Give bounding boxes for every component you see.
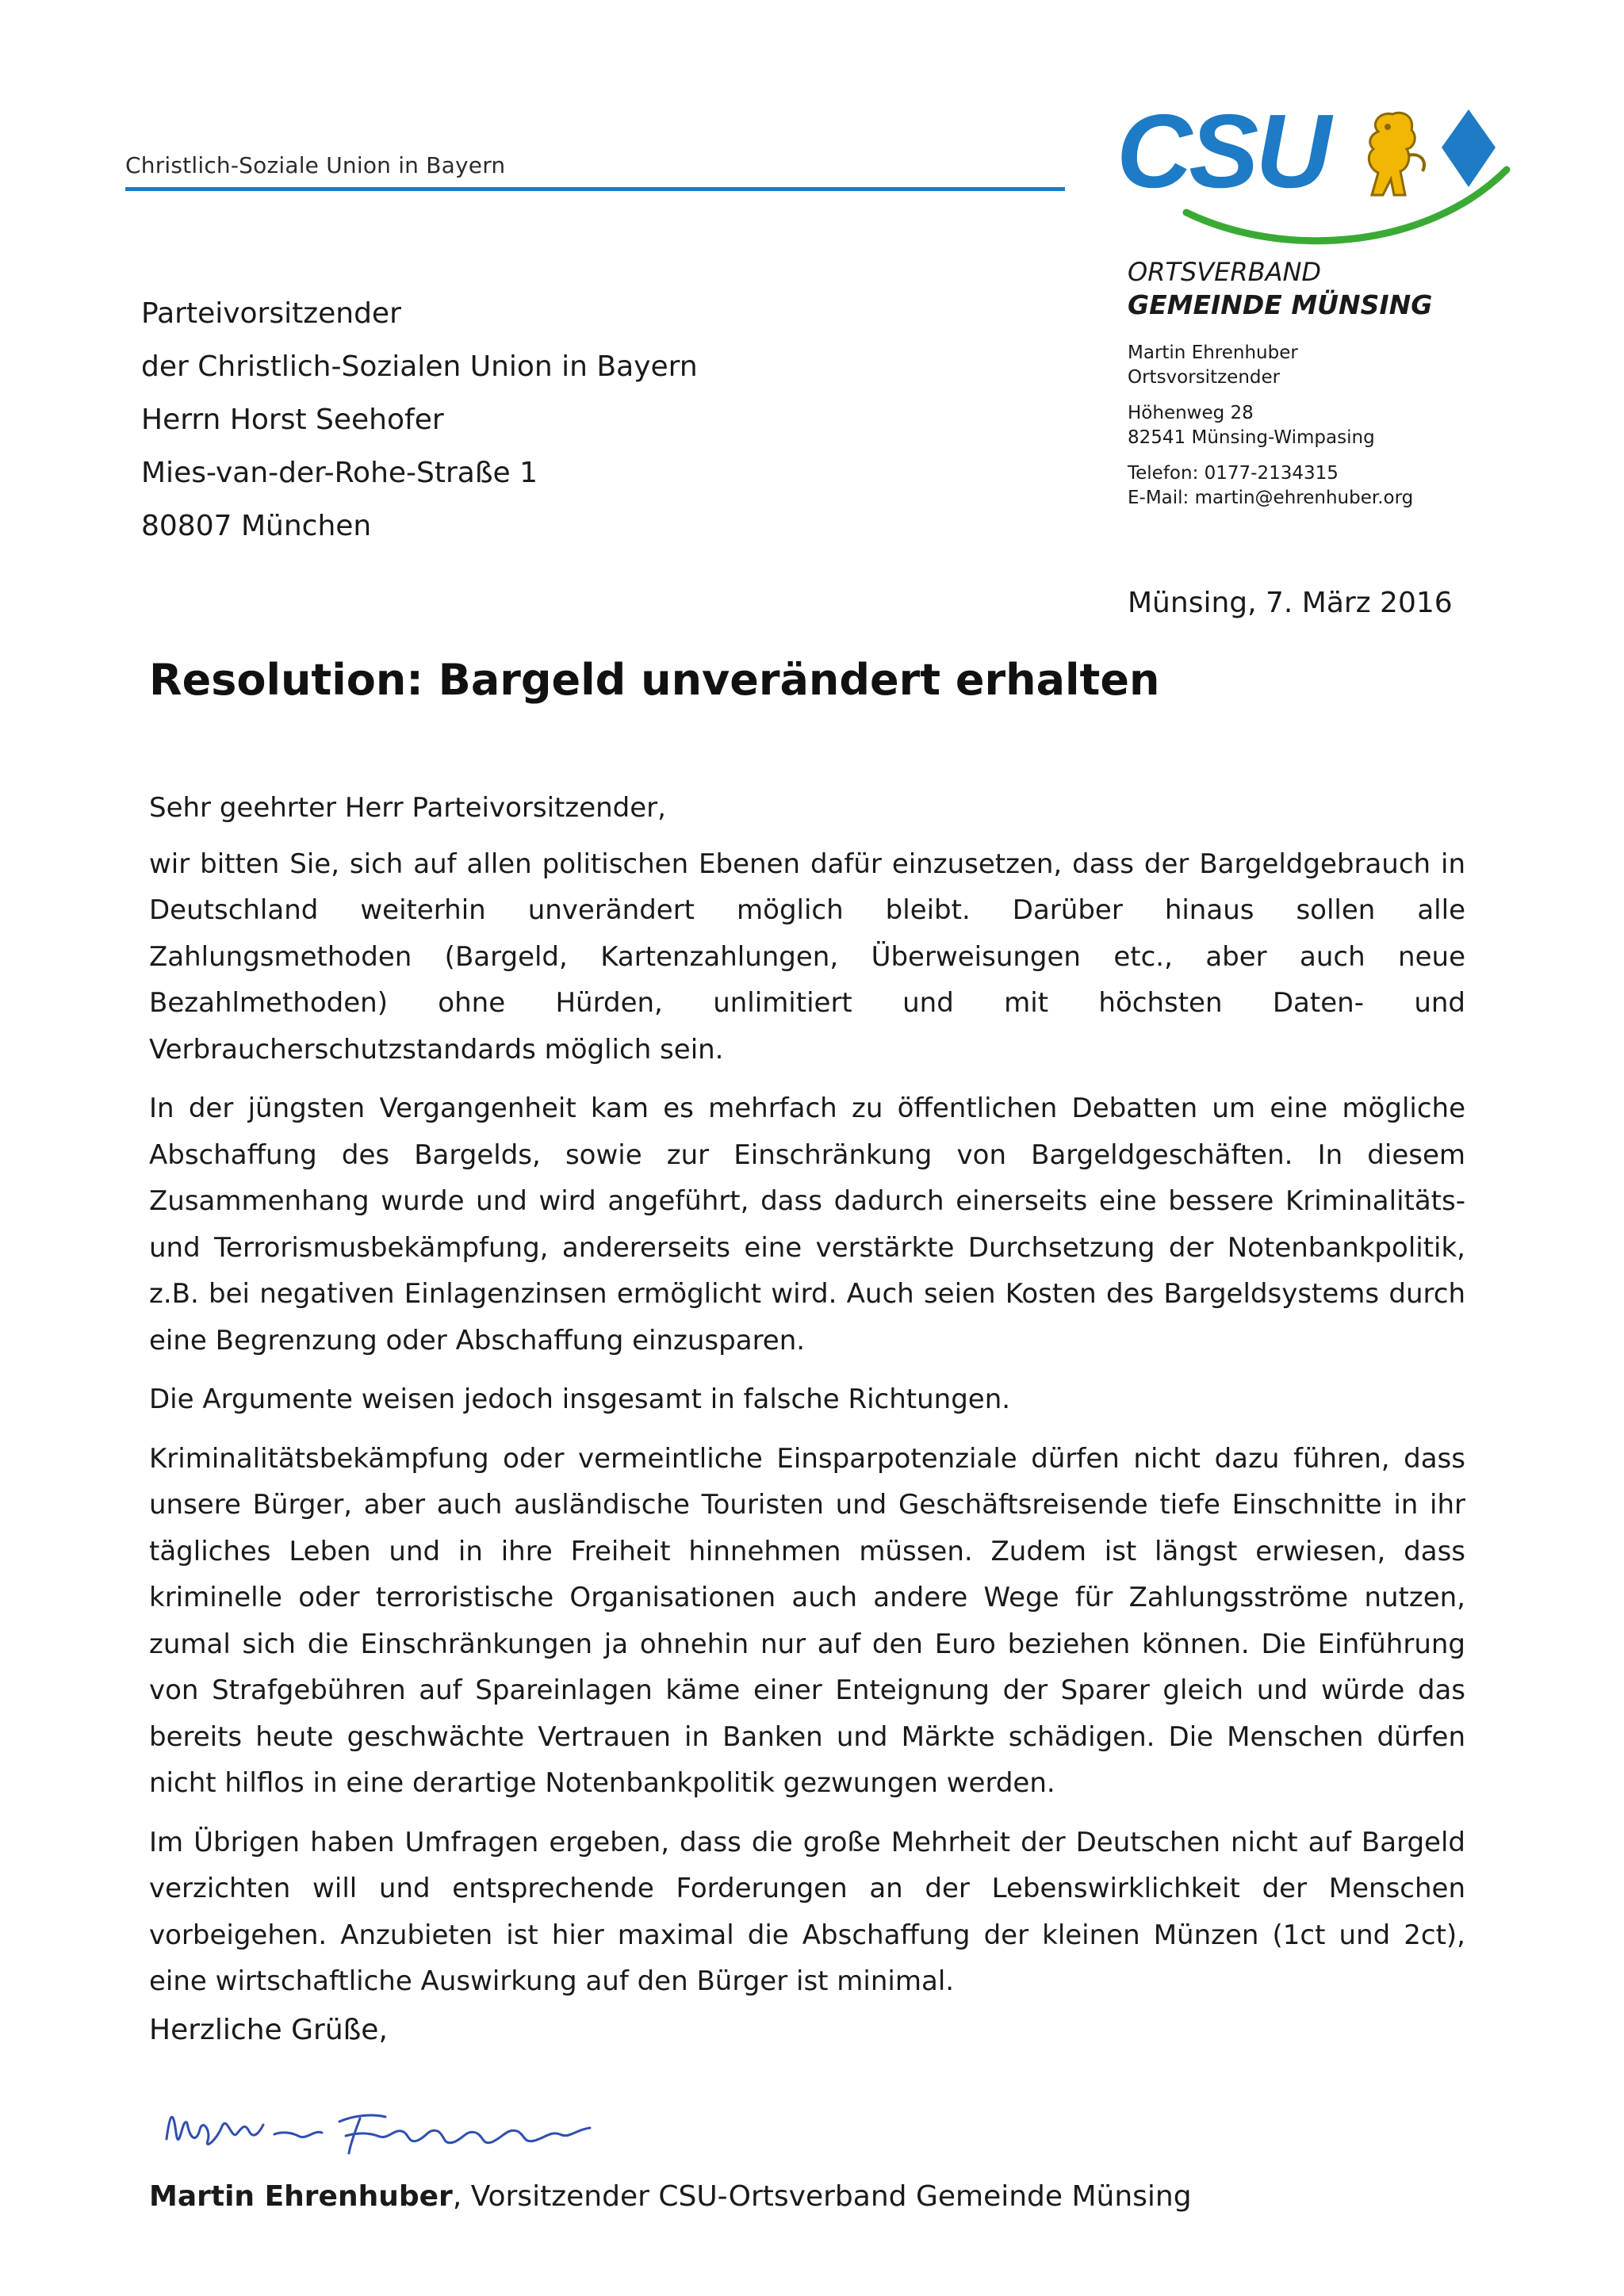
letter-date: Münsing, 7. März 2016	[1128, 587, 1453, 619]
body-paragraph: Kriminalitätsbekämpfung oder vermeintliche Einsparpotenziale dürfen nicht dazu führen, dass unsere Bürger, aber auch ausländische Touristen und Geschäftsreisende tiefe Einschnitte in ihr tägliches Leben und in ihre Freiheit hinnehmen müssen. Zudem ist längst erwiesen, dass kriminelle oder terroristische Organisationen auch andere Wege für Zahlungsströme nutzen, zumal sich die Einschränkungen ja ohnehin nur auf den Euro beziehen können. Die Einführung von Strafgebühren auf Spareinlagen käme einer Enteignung der Sparer gleich und würde das bereits heute geschwächte Vertrauen in Banken und Märkte schädigen. Die Menschen dürfen nicht hilflos in eine derartige Notenbankpolitik gezwungen werden.	[149, 1442, 1465, 1799]
body-paragraph: wir bitten Sie, sich auf allen politischen Ebenen dafür einzusetzen, dass der Bargeldgebrauch in Deutschland weiterhin unverändert möglich bleibt. Darüber hinaus sollen alle Zahlungsmethoden (Bargeld, Kartenzahlungen, Überweisungen etc., aber auch neue Bezahlmethoden) ohne Hürden, unlimitiert und mit höchsten Daten- und Verbraucherschutzstandards möglich sein.	[149, 848, 1465, 1066]
letter-body	[149, 785, 1465, 2018]
signature-icon	[155, 2084, 631, 2179]
recipient-line: Parteivorsitzender	[141, 297, 401, 330]
sender-role: Ortsvorsitzender	[1128, 367, 1281, 388]
closing: Herzliche Grüße,	[149, 2014, 388, 2046]
diamond-icon	[1442, 109, 1496, 187]
body-paragraph: Im Übrigen haben Umfragen ergeben, dass die große Mehrheit der Deutschen nicht auf Bargeld verzichten will und entsprechende Forderungen an der Lebenswirklichkeit der Menschen vorbeigehen. Anzubieten ist hier maximal die Abschaffung der kleinen Münzen (1ct und 2ct), eine wirtschaftliche Auswirkung auf den Bürger ist minimal.	[149, 1826, 1465, 1997]
sender-unit-line1: ORTSVERBAND	[1128, 257, 1322, 287]
recipient-line: Herrn Horst Seehofer	[141, 404, 444, 436]
salutation: Sehr geehrter Herr Parteivorsitzender,	[149, 792, 666, 824]
sender-name: Martin Ehrenhuber	[1128, 342, 1298, 363]
sender-block	[1128, 255, 1572, 511]
sender-city: 82541 Münsing-Wimpasing	[1128, 427, 1375, 448]
signer-title: , Vorsitzender CSU-Ortsverband Gemeinde Münsing	[452, 2180, 1192, 2213]
sender-street: Höhenweg 28	[1128, 403, 1254, 423]
recipient-line: 80807 München	[141, 510, 372, 542]
header-rule	[125, 187, 1065, 191]
recipient-line: Mies-van-der-Rohe-Straße 1	[141, 457, 538, 489]
body-paragraph: Die Argumente weisen jedoch insgesamt in falsche Richtungen.	[149, 1383, 1011, 1415]
signer-line	[149, 2180, 1192, 2213]
recipient-line: der Christlich-Sozialen Union in Bayern	[141, 350, 698, 383]
recipient-address	[141, 287, 698, 553]
body-paragraph: In der jüngsten Vergangenheit kam es mehrfach zu öffentlichen Debatten um eine mögliche Abschaffung des Bargelds, sowie zur Einschränkung von Bargeldgeschäften. In diesem Zusammenhang wurde und wird angeführt, dass dadurch einerseits eine bessere Kriminalitäts- und Terrorismusbekämpfung, andererseits eine verstärkte Durchsetzung der Notenbankpolitik, z.B. bei negativen Einlagenzinsen ermöglicht wird. Auch seien Kosten des Bargeldsystems durch eine Begrenzung oder Abschaffung einzusparen.	[149, 1093, 1465, 1357]
lion-icon	[1369, 113, 1424, 195]
letter-title: Resolution: Bargeld unverändert erhalten	[149, 655, 1160, 705]
sender-phone: Telefon: 0177-2134315	[1128, 463, 1339, 484]
sender-unit-line2: GEMEINDE MÜNSING	[1128, 289, 1433, 320]
csu-logo-icon	[1110, 94, 1522, 252]
logo-text: CSU	[1116, 94, 1328, 209]
organization-name: Christlich-Soziale Union in Bayern	[125, 152, 506, 178]
signer-name: Martin Ehrenhuber	[149, 2180, 453, 2213]
sender-email: E-Mail: martin@ehrenhuber.org	[1128, 488, 1414, 508]
